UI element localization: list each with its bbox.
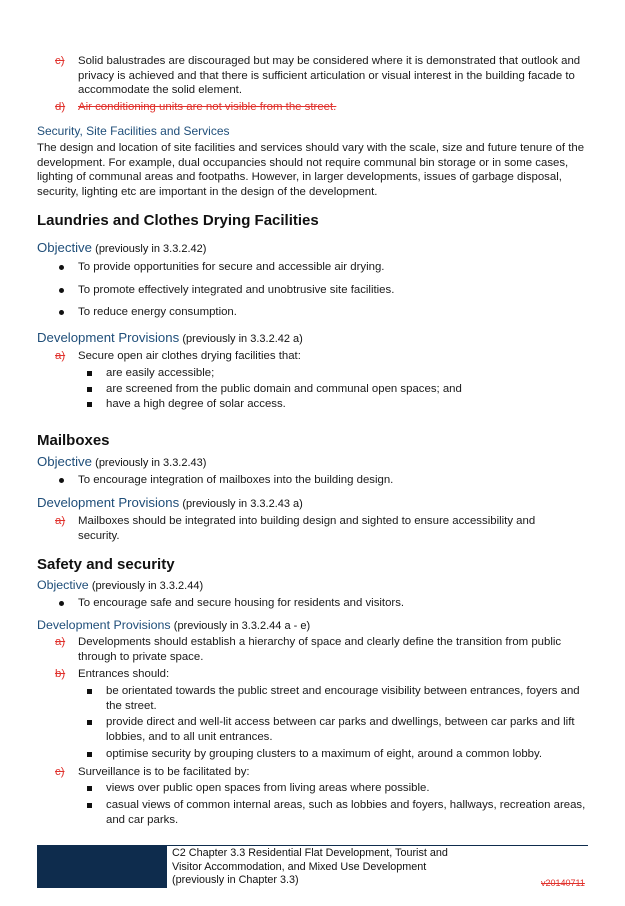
paragraph: Solid balustrades are discouraged but may be considered where it is demonstrated that outlook and privacy is achieved and that there is sufficient articulation or visual interest in the building facade to accommodate the solid element. bbox=[78, 55, 581, 97]
provisions-heading: Development Provisions (previously in 3.3.2.44 a - e) bbox=[37, 618, 311, 632]
paragraph: Surveillance is to be facilitated by: bbox=[78, 766, 250, 778]
list-item: To encourage safe and secure housing for residents and visitors. bbox=[78, 597, 405, 609]
square-bullet-icon bbox=[87, 387, 92, 392]
item-letter: d) bbox=[55, 101, 66, 113]
deleted-paragraph: Air conditioning units are not visible from the street. bbox=[78, 101, 337, 113]
provisions-heading: Development Provisions (previously in 3.3.2.43 a) bbox=[37, 495, 303, 510]
paragraph: Secure open air clothes drying facilities that: bbox=[78, 350, 301, 362]
section-heading: Security, Site Facilities and Services bbox=[37, 124, 230, 138]
section-body: The design and location of site facilities and services should vary with the scale, size and future tenure of the development. For example, dual occupancies should not require communal bin storage or in some cases, lighting of communal areas and footpaths. However, in larger developments, issues of garbage disposal, security, lighting etc are important in the design of the development. bbox=[37, 142, 585, 198]
square-bullet-icon bbox=[87, 803, 92, 808]
list-item: optimise security by grouping clusters to a maximum of eight, around a common lobby. bbox=[106, 748, 542, 760]
list-item: To reduce energy consumption. bbox=[78, 306, 237, 318]
section-title: Safety and security bbox=[37, 556, 175, 573]
paragraph: Entrances should: bbox=[78, 668, 170, 680]
list-item: To promote effectively integrated and unobtrusive site facilities. bbox=[78, 284, 395, 296]
list-item: casual views of common internal areas, such as lobbies and foyers, hallways, recreation areas, and car parks. bbox=[106, 799, 586, 826]
objective-heading: Objective (previously in 3.3.2.42) bbox=[37, 240, 207, 255]
square-bullet-icon bbox=[87, 402, 92, 407]
list-item: provide direct and well-lit access between car parks and dwellings, between car parks and lift lobbies, and to all unit entrances. bbox=[106, 716, 575, 743]
item-letter: a) bbox=[55, 515, 66, 527]
section-title: Mailboxes bbox=[37, 432, 110, 449]
square-bullet-icon bbox=[87, 720, 92, 725]
paragraph: Developments should establish a hierarchy of space and clearly define the transition from public through to private space. bbox=[78, 636, 562, 663]
list-item: have a high degree of solar access. bbox=[106, 398, 286, 410]
item-letter: a) bbox=[55, 636, 66, 648]
bullet-icon bbox=[59, 478, 64, 483]
version-stamp: v20140711 bbox=[541, 878, 585, 888]
paragraph: Mailboxes should be integrated into building design and sighted to ensure accessibility and security. bbox=[78, 515, 536, 542]
list-item: be orientated towards the public street and encourage visibility between entrances, foyers and the street. bbox=[106, 685, 580, 712]
square-bullet-icon bbox=[87, 786, 92, 791]
list-item: are easily accessible; bbox=[106, 367, 215, 379]
bullet-icon bbox=[59, 310, 64, 315]
list-item: views over public open spaces from living areas where possible. bbox=[106, 782, 430, 794]
list-item: To encourage integration of mailboxes into the building design. bbox=[78, 474, 394, 486]
bullet-icon bbox=[59, 288, 64, 293]
list-item: To provide opportunities for secure and accessible air drying. bbox=[78, 261, 385, 273]
list-item: are screened from the public domain and communal open spaces; and bbox=[106, 383, 462, 395]
bullet-icon bbox=[59, 601, 64, 606]
item-letter: c) bbox=[55, 766, 65, 778]
item-letter: a) bbox=[55, 350, 66, 362]
section-title: Laundries and Clothes Drying Facilities bbox=[37, 212, 319, 229]
footer-block bbox=[37, 845, 167, 888]
bullet-icon bbox=[59, 265, 64, 270]
square-bullet-icon bbox=[87, 689, 92, 694]
item-letter: c) bbox=[55, 55, 65, 67]
objective-heading: Objective (previously in 3.3.2.44) bbox=[37, 578, 204, 592]
provisions-heading: Development Provisions (previously in 3.3.2.42 a) bbox=[37, 330, 303, 345]
item-letter: b) bbox=[55, 668, 66, 680]
square-bullet-icon bbox=[87, 371, 92, 376]
objective-heading: Objective (previously in 3.3.2.43) bbox=[37, 454, 207, 469]
footer-text: C2 Chapter 3.3 Residential Flat Development, Tourist and Visitor Accommodation, and Mixed Use Development (previously in Chapter 3.3) bbox=[172, 847, 448, 887]
square-bullet-icon bbox=[87, 752, 92, 757]
